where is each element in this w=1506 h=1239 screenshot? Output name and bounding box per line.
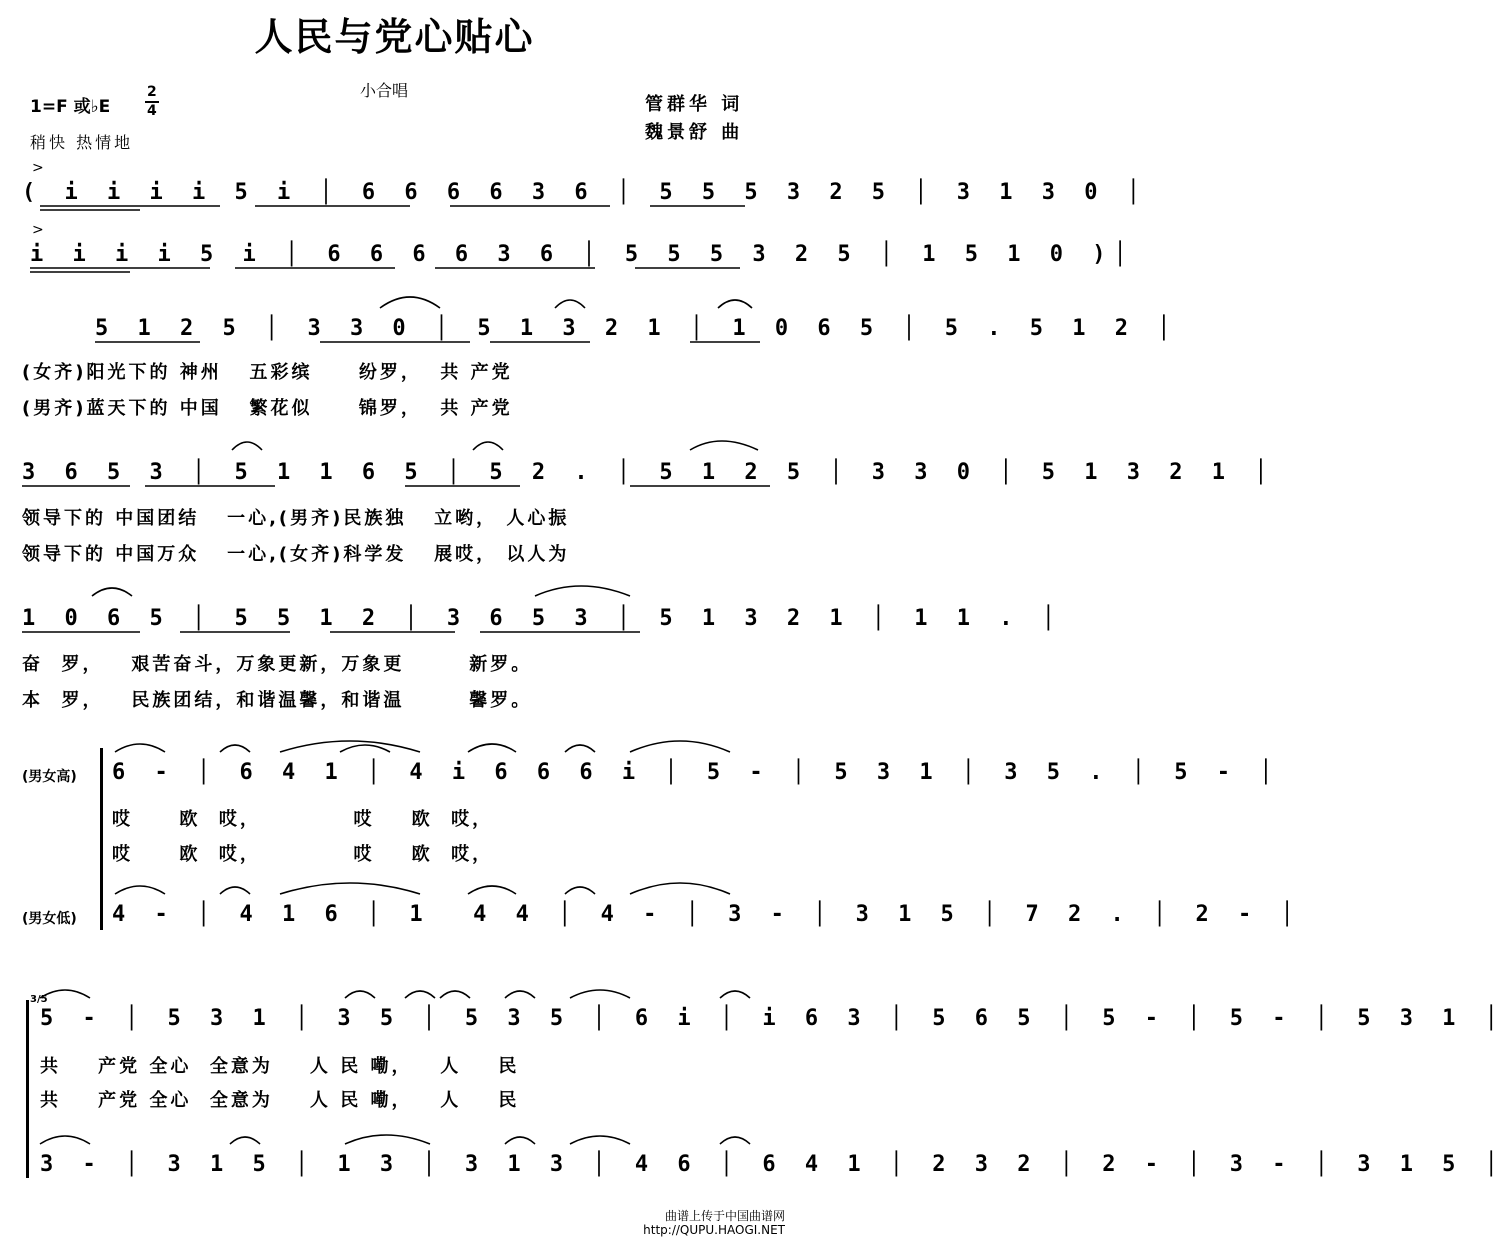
chorus-lyric-1: 哎 欧 哎， 哎 欧 哎， [112,809,494,830]
verse-row-1-lyric-1: (女齐)阳光下的 神州 五彩缤 纷罗， 共 产党 [22,362,513,383]
chorus-high-notes: 6 - │ 6 4 1 │ 4 i 6 6 6 i │ 5 - │ 5 3 1 │ 3 5 . │ 5 - │ [112,760,1281,785]
intro-line-1: ( i i i i 5 i │ 6 6 6 6 3 6 │ 5 5 5 3 2 5 │ 3 1 3 0 │ [22,180,1148,205]
verse-row-1-notes: 5 1 2 5 │ 3 3 0 │ 5 1 3 2 1 │ 1 0 6 5 │ 5 . 5 1 2 │ [95,316,1179,341]
verse-row-3-lyric-1: 奋 罗， 艰苦奋斗，万象更新，万象更 新罗。 [22,654,533,675]
ending-high-notes: 5 - │ 5 3 1 │ 3 5 │ 5 3 5 │ 6 i │ i 6 3 │ 5 6 5 │ 5 - │ 5 - │ 5 3 1 │ [40,1006,1506,1031]
ending-lyric-2: 共 产党 全心 全意为 人 民 嘞， 人 民 [40,1090,520,1111]
verse-row-2-lyric-2: 领导下的 中国万众 一心,(女齐)科学发 展哎， 以人为 [22,544,570,565]
subtitle: 小合唱 [360,81,409,100]
ending-system-bracket [26,1000,29,1178]
high-voice-label: (男女高) [22,769,77,785]
page-title: 人民与党心贴心 [254,15,535,59]
key-signature: 1=F 或♭E [30,97,111,117]
watermark [643,1209,785,1237]
accent-mark: > [32,160,44,176]
low-voice-label: (男女低) [22,911,77,927]
verse-row-2-lyric-1: 领导下的 中国团结 一心,(男齐)民族独 立哟， 人心振 [22,508,570,529]
tuplet-marker: 3/5 [30,994,48,1005]
time-signature-top: 2 [147,84,157,100]
chorus-lyric-2: 哎 欧 哎， 哎 欧 哎， [112,844,494,865]
composer-credit: 魏景舒 曲 [645,122,744,143]
verse-row-3-lyric-2: 本 罗， 民族团结，和谐温馨，和谐温 馨罗。 [22,690,533,711]
lyricist-credit: 管群华 词 [645,94,744,115]
system-bracket [100,748,103,930]
verse-row-2-notes: 3 6 5 3 │ 5 1 1 6 5 │ 5 2 . │ 5 1 2 5 │ 3 3 0 │ 5 1 3 2 1 │ [22,460,1276,485]
watermark-line-1: 曲谱上传于中国曲谱网 [664,1209,785,1223]
intro-line-2: i i i i 5 i │ 6 6 6 6 3 6 │ 5 5 5 3 2 5 │ 1 5 1 0 )│ [30,242,1135,267]
verse-row-1-lyric-2: (男齐)蓝天下的 中国 繁花似 锦罗， 共 产党 [22,398,513,419]
chorus-low-notes: 4 - │ 4 1 6 │ 1 4 4 │ 4 - │ 3 - │ 3 1 5 │ 7 2 . │ 2 - │ [112,902,1302,927]
time-signature-bottom: 4 [147,103,157,119]
tempo-marking: 稍快 热情地 [30,133,134,152]
ending-lyric-1: 共 产党 全心 全意为 人 民 嘞， 人 民 [40,1056,520,1077]
ending-low-notes: 3 - │ 3 1 5 │ 1 3 │ 3 1 3 │ 4 6 │ 6 4 1 │ 2 3 2 │ 2 - │ 3 - │ 3 1 5 │ [40,1152,1506,1177]
watermark-line-2: http://QUPU.HAOGI.NET [643,1223,785,1237]
accent-mark: > [32,222,44,238]
verse-row-3-notes: 1 0 6 5 │ 5 5 1 2 │ 3 6 5 3 │ 5 1 3 2 1 │ 1 1 . │ [22,606,1064,631]
